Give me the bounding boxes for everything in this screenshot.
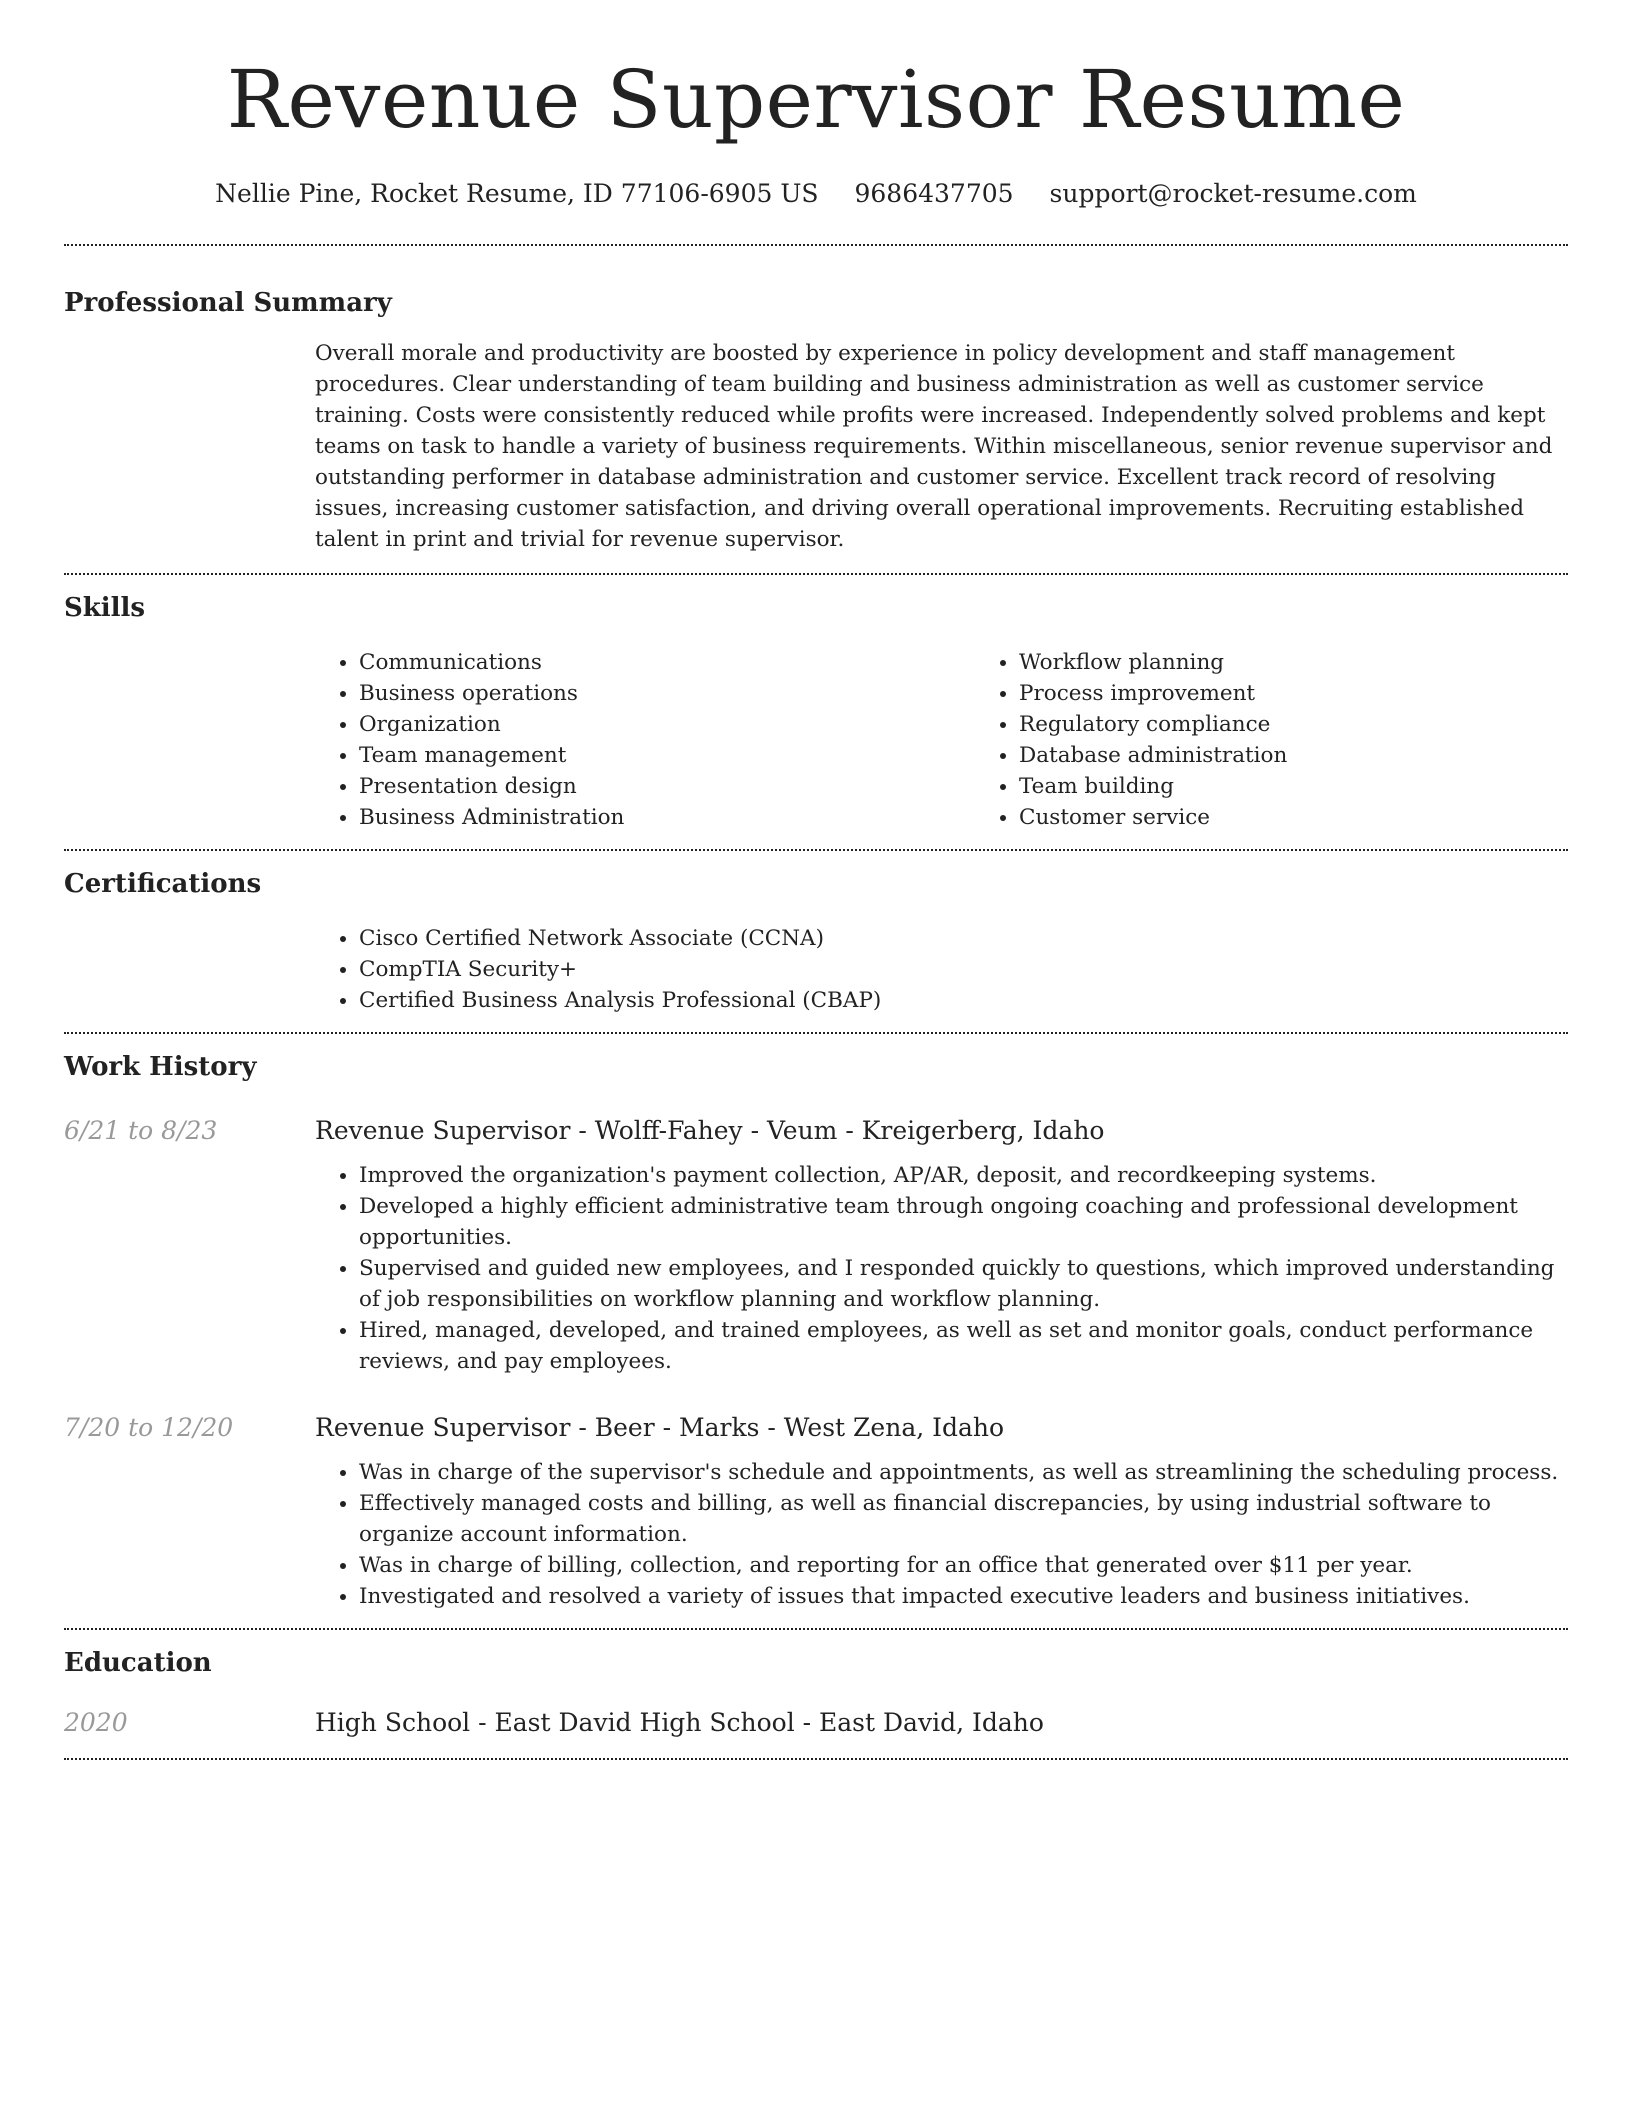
list-item: • CompTIA Security+ xyxy=(359,954,1568,985)
certifications-list xyxy=(315,923,1568,1016)
list-item: • Hired, managed, developed, and trained employees, as well as set and monitor goals, conduct performance reviews, and pay employees. xyxy=(359,1315,1568,1377)
list-item: • Team building xyxy=(1019,771,1632,802)
list-item: • Regulatory compliance xyxy=(1019,709,1632,740)
skills-grid xyxy=(315,647,1632,833)
education-section xyxy=(64,1630,1568,1740)
list-item: • Team management xyxy=(359,740,975,771)
job-entry xyxy=(64,1114,1568,1377)
summary-heading: Professional Summary xyxy=(64,288,392,318)
job-bullets xyxy=(315,1457,1568,1612)
list-item: • Database administration xyxy=(1019,740,1632,771)
list-item: • Business Administration xyxy=(359,802,975,833)
contact-phone: 9686437705 xyxy=(854,179,1014,208)
list-item: • Cisco Certified Network Associate (CCNA) xyxy=(359,923,1568,954)
list-item: • Improved the organization's payment collection, AP/AR, deposit, and recordkeeping systems. xyxy=(359,1160,1568,1191)
certifications-heading: Certifications xyxy=(64,869,262,899)
resume-title: Revenue Supervisor Resume xyxy=(226,53,1406,146)
work-history-section xyxy=(64,1034,1568,1612)
list-item: • Workflow planning xyxy=(1019,647,1632,678)
list-item: • Investigated and resolved a variety of issues that impacted executive leaders and business initiatives. xyxy=(359,1581,1568,1612)
job-dates: 7/20 to 12/20 xyxy=(64,1413,234,1442)
work-history-heading: Work History xyxy=(64,1052,257,1082)
skills-section xyxy=(64,575,1568,849)
list-item: • Customer service xyxy=(1019,802,1632,833)
list-item: • Communications xyxy=(359,647,975,678)
education-title: High School - East David High School - East David, Idaho xyxy=(315,1708,1044,1737)
list-item: • Organization xyxy=(359,709,975,740)
contact-address: Nellie Pine, Rocket Resume, ID 77106-6905 US xyxy=(215,179,819,208)
list-item: • Presentation design xyxy=(359,771,975,802)
contact-email: support@rocket-resume.com xyxy=(1049,179,1417,208)
list-item: • Effectively managed costs and billing, as well as financial discrepancies, by using industrial software to organize account information. xyxy=(359,1488,1568,1550)
education-heading: Education xyxy=(64,1648,212,1678)
skills-list-right xyxy=(975,647,1632,833)
list-item: • Supervised and guided new employees, and I responded quickly to questions, which improved understanding of job responsibilities on workflow planning and workflow planning. xyxy=(359,1253,1568,1315)
list-item: • Developed a highly efficient administrative team through ongoing coaching and professional development opportunities. xyxy=(359,1191,1568,1253)
job-title: Revenue Supervisor - Wolff-Fahey - Veum - Kreigerberg, Idaho xyxy=(315,1116,1105,1145)
list-item: • Was in charge of billing, collection, and reporting for an office that generated over $11 per year. xyxy=(359,1550,1568,1581)
education-year: 2020 xyxy=(64,1708,128,1737)
summary-section xyxy=(64,246,1568,573)
job-title: Revenue Supervisor - Beer - Marks - West Zena, Idaho xyxy=(315,1413,1005,1442)
list-item: • Certified Business Analysis Professional (CBAP) xyxy=(359,985,1568,1016)
job-bullets xyxy=(315,1160,1568,1377)
list-item: • Business operations xyxy=(359,678,975,709)
job-entry xyxy=(64,1411,1568,1612)
list-item: • Process improvement xyxy=(1019,678,1632,709)
skills-heading: Skills xyxy=(64,593,146,623)
summary-text: Overall morale and productivity are boosted by experience in policy development and staff management procedures. Clear understanding of team building and business administration as well as customer service training. Costs were consistently reduced while profits were increased. Independently solved problems and kept teams on task to handle a variety of business requirements. Within miscellaneous, senior revenue supervisor and outstanding performer in database administration and customer service. Excellent track record of resolving issues, increasing customer satisfaction, and driving overall operational improvements. Recruiting established talent in print and trivial for revenue supervisor. xyxy=(315,341,1553,552)
resume-header xyxy=(64,0,1568,210)
section-divider xyxy=(64,1758,1568,1760)
skills-list-left xyxy=(315,647,975,833)
contact-line xyxy=(64,178,1568,210)
education-entry xyxy=(64,1706,1568,1740)
list-item: • Was in charge of the supervisor's schedule and appointments, as well as streamlining the scheduling process. xyxy=(359,1457,1568,1488)
certifications-section xyxy=(64,851,1568,1032)
job-dates: 6/21 to 8/23 xyxy=(64,1116,218,1145)
